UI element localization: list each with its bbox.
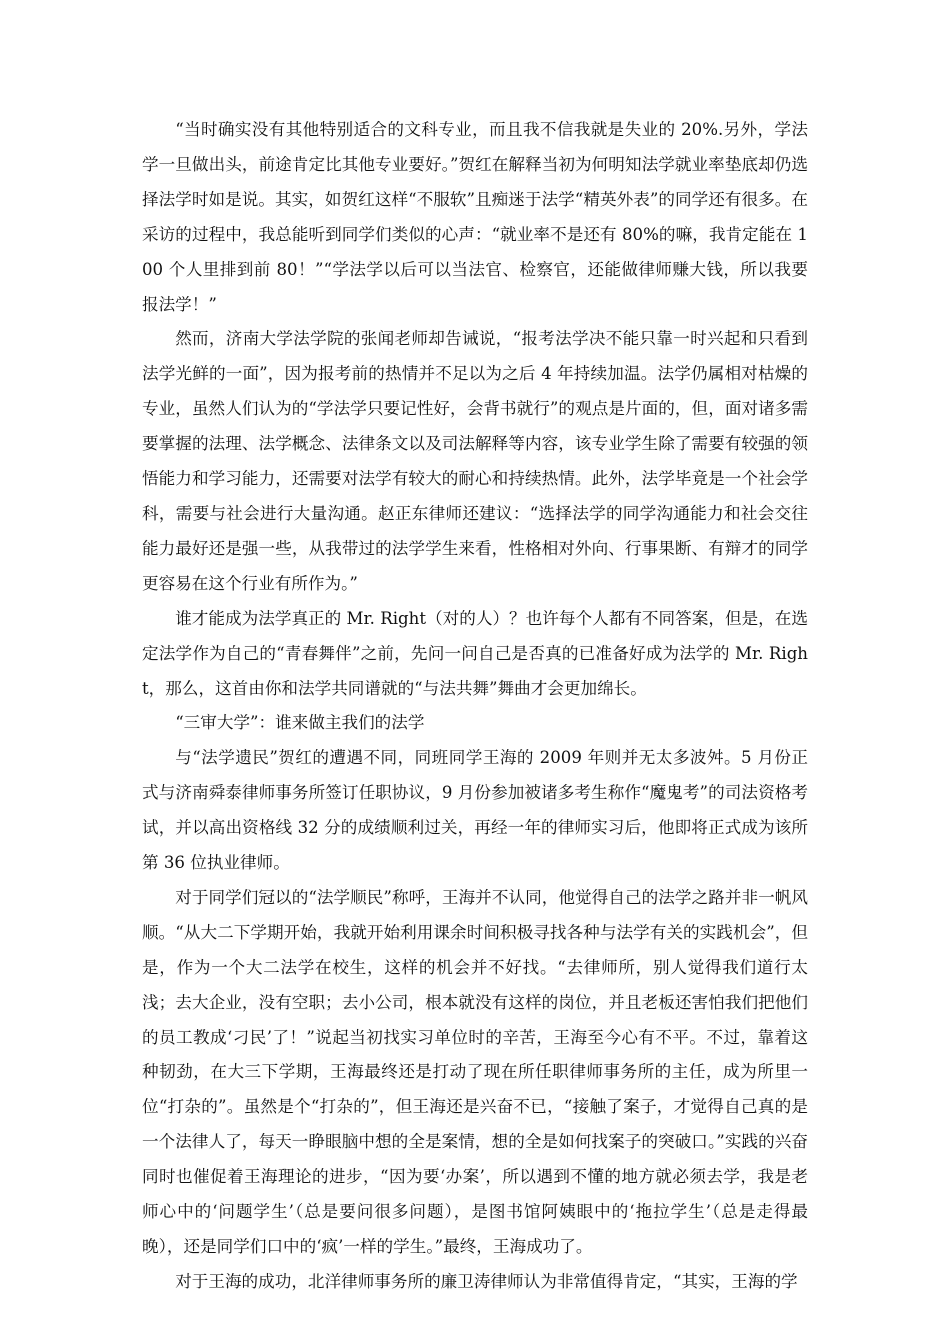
paragraph-3: 谁才能成为法学真正的 Mr. Right（对的人）？也许每个人都有不同答案，但是，在选定法学作为自己的“青春舞伴”之前，先问一问自己是否真的已准备好成为法学的 Mr. Right，那么，这首由你和法学共同谱就的“与法共舞”舞曲才会更加绵长。 bbox=[142, 608, 808, 698]
paragraph-1: “当时确实没有其他特别适合的文科专业，而且我不信我就是失业的 20%.另外，学法学一旦做出头，前途肯定比其他专业要好。”贺红在解释当初为何明知法学就业率垫底却仍选择法学时如是说。其实，如贺红这样“不服软”且痴迷于法学“精英外表”的同学还有很多。在采访的过程中，我总能听到同学们类似的心声：“就业率不是还有 80%的嘛，我肯定能在 100 个人里排到前 80！”“学法学以后可以当法官、检察官，还能做律师赚大钱，所以我要报法学！” bbox=[142, 120, 808, 314]
paragraph-2: 然而，济南大学法学院的张闻老师却告诫说，“报考法学决不能只靠一时兴起和只看到法学光鲜的一面”，因为报考前的热情并不足以为之后 4 年持续加温。法学仍属相对枯燥的专业，虽然人们认为的“学法学只要记性好，会背书就行”的观点是片面的，但，面对诸多需要掌握的法理、法学概念、法律条文以及司法解释等内容，该专业学生除了需要有较强的领悟能力和学习能力，还需要对法学有较大的耐心和持续热情。此外，法学毕竟是一个社会学科，需要与社会进行大量沟通。赵正东律师还建议：“选择法学的同学沟通能力和社会交往能力最好还是强一些，从我带过的法学学生来看，性格相对外向、行事果断、有辩才的同学更容易在这个行业有所作为。” bbox=[142, 329, 808, 593]
paragraph-6: 对于王海的成功，北洋律师事务所的廉卫涛律师认为非常值得肯定，“其实，王海的学 bbox=[175, 1271, 798, 1291]
paragraph-5: 对于同学们冠以的“法学顺民”称呼，王海并不认同，他觉得自己的法学之路并非一帆风顺。“从大二下学期开始，我就开始利用课余时间积极寻找各种与法学有关的实践机会”，但是，作为一个大二法学在校生，这样的机会并不好找。“去律师所，别人觉得我们道行太浅；去大企业，没有空职；去小公司，根本就没有这样的岗位，并且老板还害怕我们把他们的员工教成‘刁民’了！”说起当初找实习单位时的辛苦，王海至今心有不平。不过，靠着这种韧劲，在大三下学期，王海最终还是打动了现在所任职律师事务所的主任，成为所里一位“打杂的”。虽然是个“打杂的”，但王海还是兴奋不已，“接触了案子，才觉得自己真的是一个法律人了，每天一睁眼脑中想的全是案情，想的全是如何找案子的突破口。”实践的兴奋同时也催促着王海理论的进步，“因为要‘办案’，所以遇到不懂的地方就必须去学，我是老师心中的‘问题学生’（总是要问很多问题），是图书馆阿姨眼中的‘拖拉学生’（总是走得最晚），还是同学们口中的‘疯’一样的学生。”最终，王海成功了。 bbox=[142, 887, 808, 1256]
paragraph-4: 与“法学遗民”贺红的遭遇不同，同班同学王海的 2009 年则并无太多波舛。5 月份正式与济南舜泰律师事务所签订任职协议，9 月份参加被诸多考生称作“魔鬼考”的司法资格考试，并以高出资格线 32 分的成绩顺利过关，再经一年的律师实习后，他即将正式成为该所第 36 位执业律师。 bbox=[142, 748, 808, 873]
document-body bbox=[142, 113, 808, 1300]
section-subheading: “三审大学”：谁来做主我们的法学 bbox=[175, 713, 425, 733]
